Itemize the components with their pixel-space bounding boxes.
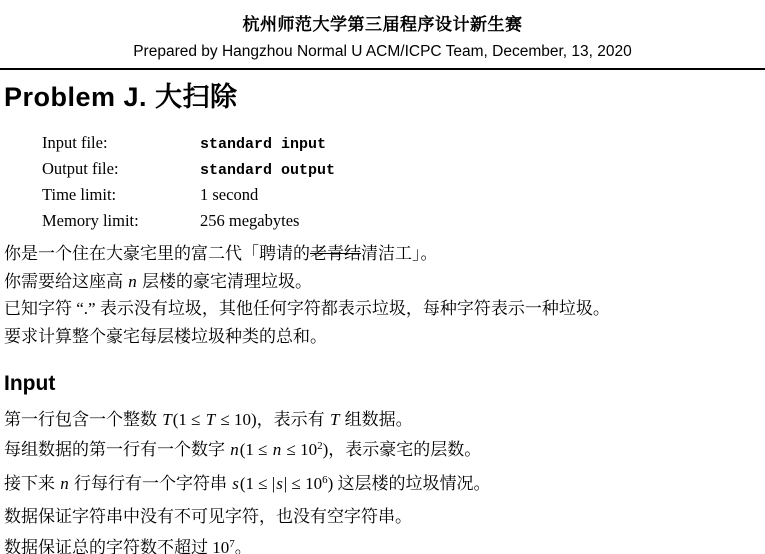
text-run: 组数据。 [340, 409, 413, 429]
text-run: ) 这层楼的垃圾情况。 [327, 473, 491, 493]
text-run: 清洁工」。 [361, 244, 438, 263]
text-run: 你是一个住在大豪宅里的富二代「聘请的 [4, 244, 310, 263]
input-paragraph [4, 506, 765, 527]
text-run-math: T [162, 409, 172, 429]
text-run: 。 [234, 537, 252, 554]
text-run-math: s [276, 473, 283, 493]
text-run-math: n [230, 440, 239, 459]
text-run: 接下来 [4, 473, 60, 493]
text-run: 每组数据的第一行有一个数字 [4, 440, 230, 459]
text-run-math: n [128, 271, 137, 291]
limit-value: 1 second [200, 185, 259, 204]
text-run: ≤ 10 [282, 440, 318, 459]
input-paragraph [4, 537, 765, 554]
text-run: ≤ 10)，表示有 [216, 409, 329, 429]
statement-paragraph [4, 271, 765, 292]
text-run-math: T [329, 409, 340, 429]
text-run-strike: 老青结 [310, 244, 361, 263]
text-run-sup: 7 [229, 537, 235, 550]
limit-row-input-file [42, 130, 765, 156]
text-run: 你需要给这座高 [4, 271, 128, 291]
problem-title: Problem J. 大扫除 [4, 82, 238, 112]
limit-value: standard input [200, 136, 327, 153]
limit-value: standard output [200, 162, 336, 179]
limit-label: Time limit: [42, 185, 117, 204]
text-run: 第一行包含一个整数 [4, 409, 162, 429]
text-run: 要求计算整个豪宅每层楼垃圾种类的总和。 [4, 326, 327, 346]
limit-value: 256 megabytes [200, 211, 300, 230]
input-paragraph [4, 473, 765, 497]
text-run-sup: 2 [317, 440, 323, 452]
statement-paragraph [4, 326, 765, 347]
text-run-math: n [272, 440, 282, 459]
header-rule [0, 68, 765, 70]
limit-label: Output file: [42, 159, 119, 178]
text-run: (1 ≤ [239, 440, 272, 459]
input-section-heading: Input [4, 371, 56, 395]
statement-paragraph [4, 298, 765, 319]
text-run-sup: 6 [322, 473, 328, 486]
text-run-math: s [232, 473, 239, 493]
text-run: 数据保证字符串中没有不可见字符，也没有空字符串。 [4, 507, 412, 526]
limits-block [42, 130, 765, 234]
limit-row-memory-limit [42, 208, 765, 234]
limit-row-output-file [42, 156, 765, 182]
text-run: (1 ≤ [172, 409, 205, 429]
text-run: 已知字符 “.” 表示没有垃圾，其他任何字符都表示垃圾，每种字符表示一种垃圾。 [4, 299, 610, 318]
limit-label: Input file: [42, 133, 108, 152]
limit-label: Memory limit: [42, 211, 139, 230]
text-run: | ≤ 10 [283, 473, 323, 493]
text-run-math: T [205, 409, 216, 429]
text-run: 数据保证总的字符数不超过 10 [4, 537, 230, 554]
text-run: (1 ≤ | [239, 473, 276, 493]
contest-title: 杭州师范大学第三届程序设计新生赛 [242, 15, 523, 34]
limit-row-time-limit [42, 182, 765, 208]
prepared-by-line: Prepared by Hangzhou Normal U ACM/ICPC Team, December, 13, 2020 [133, 43, 632, 60]
text-run-math: n [60, 473, 69, 493]
text-run: )，表示豪宅的层数。 [322, 440, 482, 459]
statement-paragraph [4, 243, 765, 264]
input-paragraph [4, 409, 765, 430]
statement-body [4, 243, 765, 347]
text-run: 层楼的豪宅清理垃圾。 [137, 271, 312, 291]
text-run: 行每行有一个字符串 [69, 473, 232, 493]
input-paragraph [4, 439, 765, 463]
input-section-body [4, 409, 765, 554]
